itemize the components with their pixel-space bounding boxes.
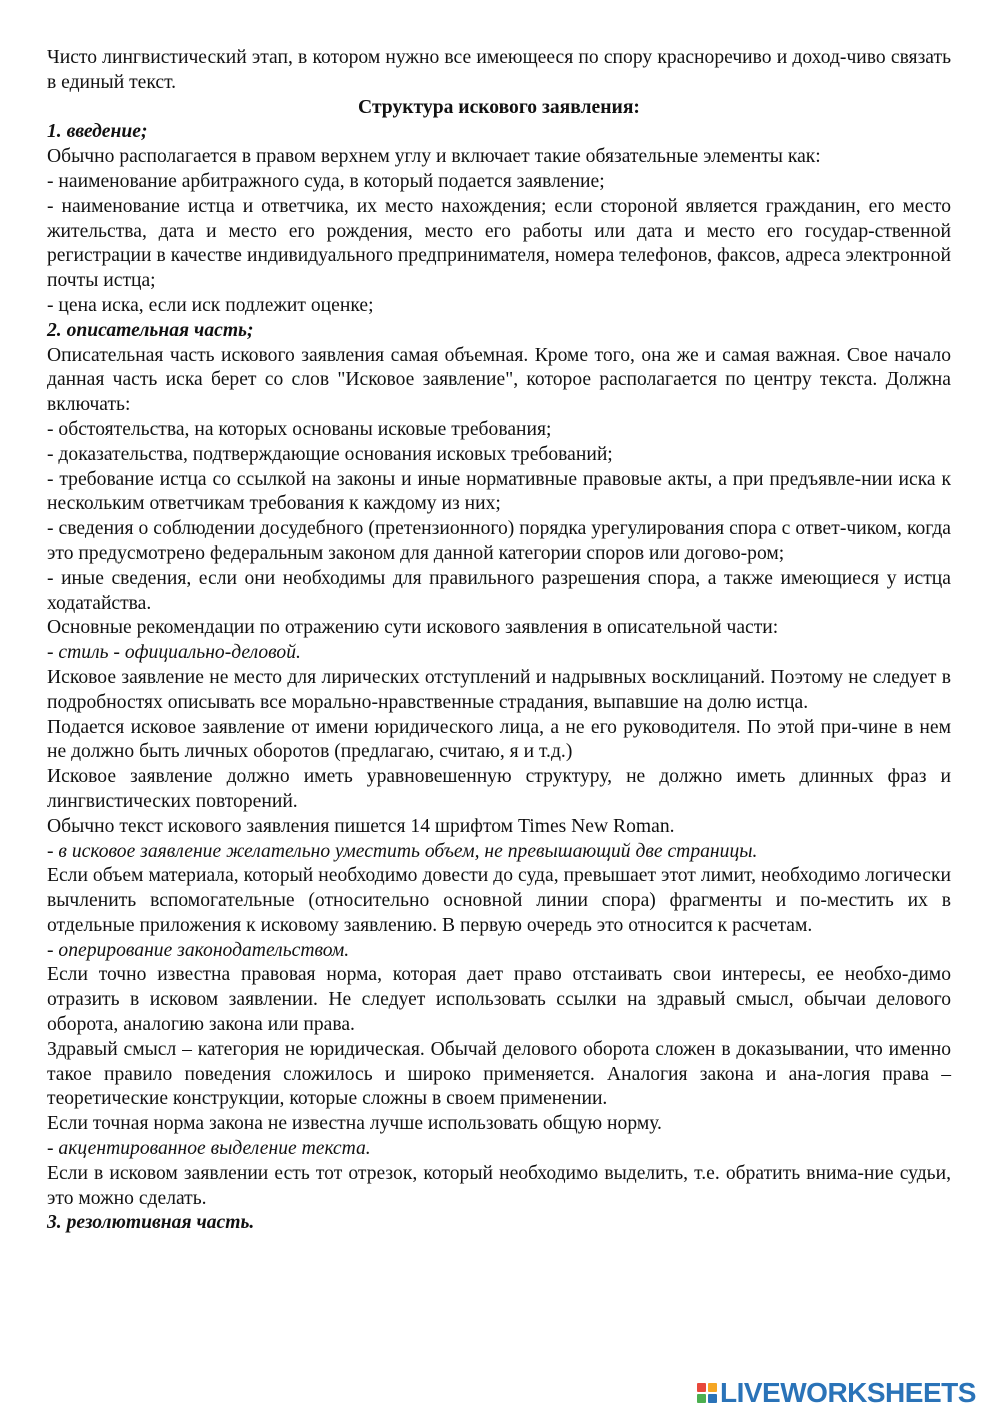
heading-resolutive-part: 3. резолютивная часть.	[47, 1212, 255, 1234]
italic-subheading: - акцентированное выделение текста.	[47, 1138, 371, 1160]
paragraph: Обычно текст искового заявления пишется 14 шрифтом Times New Roman.	[47, 815, 675, 837]
italic-subheading: - оперирование законодательством.	[47, 939, 350, 961]
document-page	[47, 46, 951, 1236]
italic-subheading: - стиль - официально-деловой.	[47, 642, 301, 664]
paragraph: Если объем материала, который необходимо довести до суда, превышает этот лимит, необходимо логически вычленить вспомогательные (относительно основной линии спора) фрагменты и по-местить их в отдельные приложения к исковому заявлению. В первую очередь это относится к расчетам.	[47, 865, 951, 936]
list-item: - иные сведения, если они необходимы для правильного разрешения спора, а также имеющиеся у истца ходатайства.	[47, 567, 951, 614]
list-item: - наименование истца и ответчика, их место нахождения; если стороной является гражданин, его место жительства, дата и место его рождения, место его работы или дата и место его государ-ственной регистрации в качестве индивидуального предпринимателя, номера телефонов, факсов, адреса электронной почты истца;	[47, 195, 951, 292]
paragraph: Основные рекомендации по отражению сути искового заявления в описательной части:	[47, 617, 779, 639]
paragraph: Если точно известна правовая норма, которая дает право отстаивать свои интересы, ее необхо-димо отразить в исковом заявлении. Не следует использовать ссылки на здравый смысл, обычаи делового оборота, аналогию закона или права.	[47, 964, 951, 1036]
list-item: - сведения о соблюдении досудебного (претензионного) порядка урегулирования спора с ответ-чиком, когда это предусмотрено федеральным законом для данной категории споров или догово-ром;	[47, 518, 951, 564]
logo-mark-icon	[697, 1383, 717, 1403]
logo-text: LIVEWORKSHEETS	[720, 1377, 976, 1408]
list-item: - требование истца со ссылкой на законы и иные нормативные правовые акты, а при предъявле-нии иска к нескольким ответчикам требования к каждому из них;	[47, 468, 951, 515]
paragraph: Описательная часть искового заявления самая объемная. Кроме того, она же и самая важная. Свое начало данная часть иска берет со слов "Исковое заявление", которое располагается по центру текста. Должна включать:	[47, 344, 951, 416]
logo-mark-square	[708, 1383, 717, 1392]
paragraph: Исковое заявление должно иметь уравновешенную структуру, не должно иметь длинных фраз и лингвистических повторений.	[47, 766, 951, 812]
list-item: - обстоятельства, на которых основаны исковые требования;	[47, 418, 552, 440]
paragraph: Подается исковое заявление от имени юридического лица, а не его руководителя. По этой при-чине в нем не должно быть личных оборотов (предлагаю, считаю, я и т.д.)	[47, 716, 951, 763]
list-item: - цена иска, если иск подлежит оценке;	[47, 294, 374, 316]
heading-introduction: 1. введение;	[47, 121, 148, 143]
intro-paragraph: Чисто лингвистический этап, в котором нужно все имеющееся по спору красноречиво и доход-чиво связать в единый текст.	[47, 47, 951, 93]
section-title: Структура искового заявления:	[358, 96, 640, 118]
italic-subheading: - в исковое заявление желательно уместить объем, не превышающий две страницы.	[47, 840, 758, 862]
list-item: - наименование арбитражного суда, в который подается заявление;	[47, 170, 605, 192]
liveworksheets-logo[interactable]	[697, 1373, 976, 1413]
paragraph: Если в исковом заявлении есть тот отрезок, который необходимо выделить, т.е. обратить внима-ние судьи, это можно сделать.	[47, 1162, 951, 1209]
paragraph: Здравый смысл – категория не юридическая. Обычай делового оборота сложен в доказывании, что именно такое правило поведения сложилось и широко применяется. Аналогия закона и ана-логия права – теоретические конструкции, которые сложны в своем применении.	[47, 1038, 951, 1110]
paragraph: Исковое заявление не место для лирических отступлений и надрывных восклицаний. Поэтому не следует в подробностях описывать все морально-нравственные страдания, выпавшие на долю истца.	[47, 666, 951, 713]
paragraph: Если точная норма закона не известна лучше использовать общую норму.	[47, 1113, 662, 1135]
heading-descriptive-part: 2. описательная часть;	[47, 319, 254, 341]
paragraph: Обычно располагается в правом верхнем углу и включает такие обязательные элементы как:	[47, 146, 821, 168]
logo-mark-square	[708, 1394, 717, 1403]
list-item: - доказательства, подтверждающие основания исковых требований;	[47, 443, 613, 465]
logo-mark-square	[697, 1383, 706, 1392]
logo-mark-square	[697, 1394, 706, 1403]
